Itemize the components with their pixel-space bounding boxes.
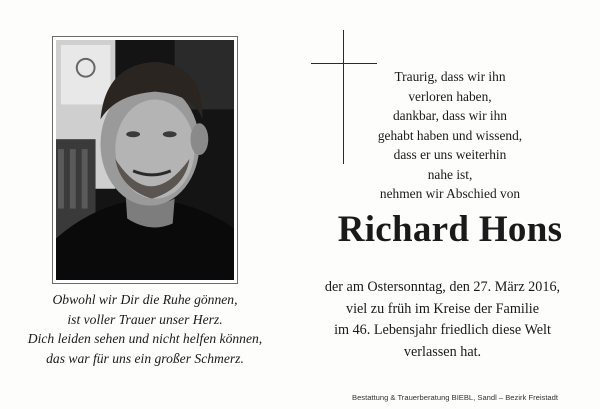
poem-line: Dich leiden sehen und nicht helfen können, [27,331,263,346]
death-notice-line: der am Ostersonntag, den 27. März 2016, [324,279,561,295]
verse-line: gehabt haben und wissend, [377,127,523,143]
portrait-photo [56,40,234,280]
death-notice-line: im 46. Lebensjahr friedlich diese Welt [334,322,551,338]
funeral-home-credit: Bestattung & Trauerberatung BIEBL, Sandl – Bezirk Freistadt [352,393,558,402]
memorial-poem [0,290,290,368]
death-notice-line: viel zu früh im Kreise der Familie [345,300,540,317]
poem-line: Obwohl wir Dir die Ruhe gönnen, [52,292,238,307]
verse-line: nahe ist, [427,166,473,182]
verse-line: dass er uns weiterhin [393,147,507,162]
deceased-name: Richard Hons [337,209,563,250]
cross-vertical [343,30,344,164]
verse-line: Traurig, dass wir ihn [394,69,506,84]
farewell-verse [350,67,550,204]
portrait-frame [52,36,238,284]
death-notice [290,277,595,363]
death-notice-line: verlassen hat. [403,343,482,360]
verse-line: nehmen wir Abschied von [379,186,521,201]
portrait-illustration [56,40,234,280]
poem-line: ist voller Trauer unser Herz. [67,311,223,327]
verse-line: dankbar, dass wir ihn [392,108,507,123]
cross-horizontal [311,63,377,64]
verse-line: verloren haben, [408,88,492,104]
poem-line: das war für uns ein großer Schmerz. [46,350,244,366]
